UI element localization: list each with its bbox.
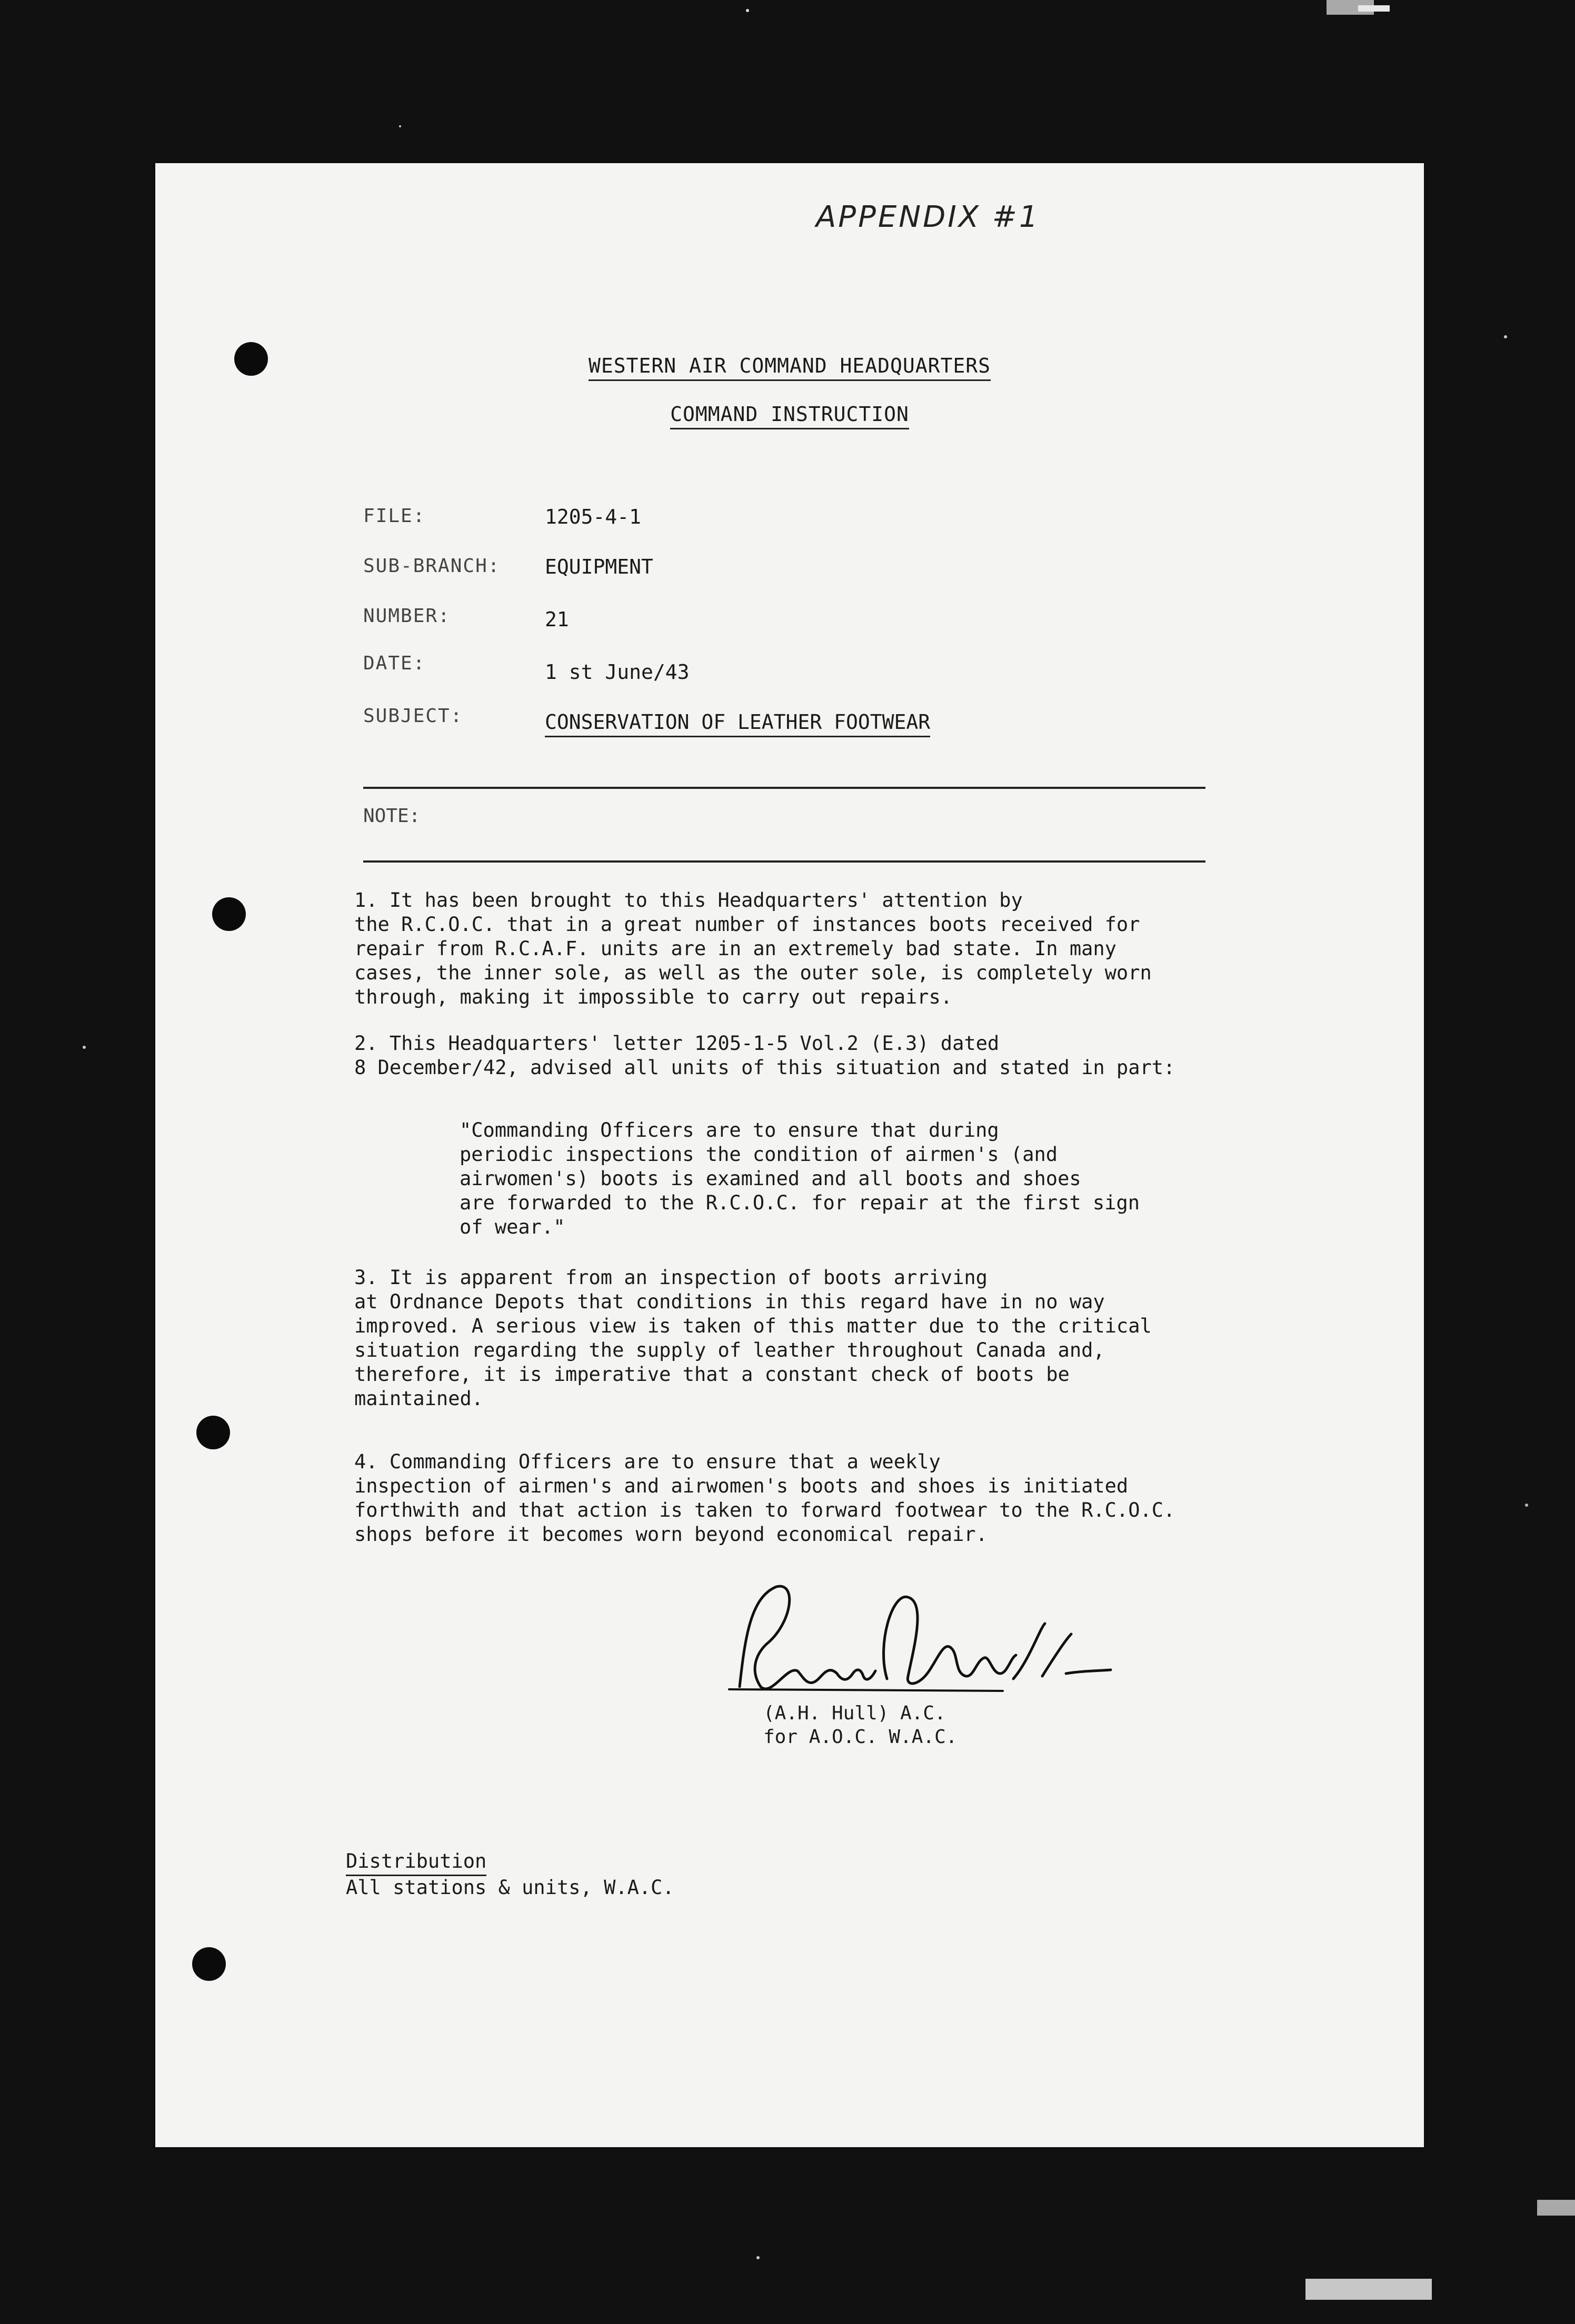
distribution-title-text: Distribution: [346, 1850, 486, 1876]
paragraph-4: 4. Commanding Officers are to ensure that a weekly inspection of airmen's and airwomen's boots and shoes is initiated forthwith and that action is taken to forward footwear to the R.C.O.C. shops before it becomes worn beyond economical repair.: [354, 1450, 1175, 1546]
punch-hole-3: [196, 1416, 230, 1449]
paragraph-1: 1. It has been brought to this Headquarters' attention by the R.C.O.C. that in a great number of instances boots received for repair from R.C.A.F. units are in an extremely bad state. In many cases, the inner sole, as well as the outer sole, is completely worn through, making it impossible to carry out repairs.: [354, 889, 1152, 1008]
subject-label: SUBJECT:: [363, 705, 463, 727]
punch-hole-4: [192, 1947, 226, 1981]
number-label: NUMBER:: [363, 605, 451, 627]
paragraph-3: 3. It is apparent from an inspection of boots arriving at Ordnance Depots that conditions in this regard have in no way improved. A serious view is taken of this matter due to the critical situation regarding the supply of leather throughout Canada and, therefore, it is imperative that a constant check of boots be maintained.: [354, 1266, 1152, 1410]
handwritten-signature: [719, 1566, 1119, 1724]
header-subtitle: [155, 403, 1424, 426]
file-value: 1205-4-1: [545, 505, 642, 528]
subject-text: CONSERVATION OF LEATHER FOOTWEAR: [545, 710, 930, 737]
document-page: [155, 163, 1424, 2147]
subject-value: [545, 710, 930, 734]
punch-hole-2: [212, 897, 246, 931]
distribution-title: [346, 1850, 486, 1872]
subbranch-value: EQUIPMENT: [545, 555, 653, 578]
distribution-text: All stations & units, W.A.C.: [346, 1876, 674, 1899]
date-label: DATE:: [363, 653, 426, 674]
file-label: FILE:: [363, 505, 426, 527]
header-line-1: WESTERN AIR COMMAND HEADQUARTERS: [589, 354, 991, 381]
header-title: [155, 354, 1424, 377]
header-line-2: COMMAND INSTRUCTION: [670, 403, 909, 429]
signatory-on-behalf: for A.O.C. W.A.C.: [763, 1726, 958, 1748]
quoted-instruction: "Commanding Officers are to ensure that during periodic inspections the condition of airmen's (and airwomen's) boots is examined and all boots and shoes are forwarded to the R.C.O.C. for repair at the first sign of wear.": [460, 1119, 1140, 1238]
divider-bottom: [363, 860, 1205, 863]
appendix-annotation: APPENDIX #1: [816, 200, 1040, 234]
paragraph-2: 2. This Headquarters' letter 1205-1-5 Vol.2 (E.3) dated 8 December/42, advised all units of this situation and stated in part:: [354, 1032, 1175, 1079]
signatory-name: (A.H. Hull) A.C.: [763, 1702, 946, 1724]
divider-top: [363, 787, 1205, 789]
number-value: 21: [545, 608, 569, 631]
date-value: 1 st June/43: [545, 660, 690, 684]
subbranch-label: SUB-BRANCH:: [363, 555, 501, 577]
note-label: NOTE:: [363, 805, 421, 827]
